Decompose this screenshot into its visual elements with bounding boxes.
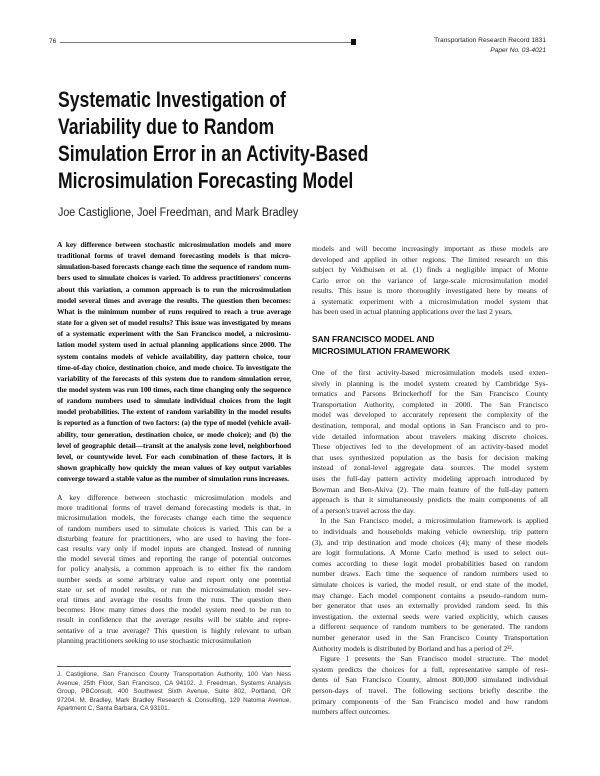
text-line: is reported as a function of two factors: (a) the type of model (vehicle avail- xyxy=(57,418,291,428)
text-line: destination, temporal, and modal options in San Francisco and to pro- xyxy=(312,421,548,430)
text-line: dents of San Francisco County, almost 800,000 simulated individual xyxy=(312,675,548,685)
text-line: vide detailed information about travelers making discrete choices. xyxy=(312,431,548,441)
text-line: has been used in actual planning applications over the last 2 years. xyxy=(312,307,513,316)
text-line: approach is that it simultaneously predicts the main components of all xyxy=(312,495,548,505)
text-line: more traditional forms of travel demand forecasting models is that, in xyxy=(57,503,291,513)
text-line: shown graphically how quickly the mean values of key output variables xyxy=(57,463,291,472)
text-line: model several times and average the results. The question then becomes: xyxy=(57,295,291,305)
section-heading-line: SAN FRANCISCO MODEL AND xyxy=(312,334,435,344)
text-line: Authority models is distributed by Borland and has a period of 2³². xyxy=(312,643,514,653)
text-line: What is the minimum number of runs required to reach a true average xyxy=(57,306,291,316)
journal-name: Transportation Research Record 1831 xyxy=(434,37,546,44)
text-line: simulate choices is varied, the model result, or end state of the model, xyxy=(312,580,548,589)
text-line: Figure 1 presents the San Francisco model structure. The model xyxy=(320,654,548,664)
title-line: Variability due to Random xyxy=(58,114,275,139)
text-line: In the San Francisco model, a microsimulation framework is applied xyxy=(320,516,548,526)
text-line: of a systematic experiment with the San Francisco model, a microsimu- xyxy=(57,329,291,339)
text-line: Transportation Authority, completed in 2000. The San Francisco xyxy=(312,399,548,409)
text-line: level of geographic detail—transit at the analysis zone level, neighborhood xyxy=(57,440,291,450)
text-line: traditional forms of travel demand forecasting models is that micro- xyxy=(57,251,291,261)
text-line: J. Castiglione, San Francisco County Transportation Authority, 100 Van Ness xyxy=(57,671,291,678)
text-line: simulation-based forecasts change each time the sequence of random num- xyxy=(57,262,291,272)
text-line: person-days of travel. The following sections briefly describe the xyxy=(312,686,548,695)
text-line: Group, PBConsult, 400 Southwest Sixth Avenue, Suite 802, Portland, OR xyxy=(57,688,291,696)
text-line: models and will become increasingly important as these models are xyxy=(312,244,548,253)
text-line: about this variation, a common approach is to run the microsimulation xyxy=(57,284,291,294)
text-line: Apartment C, Santa Barbara, CA 93101. xyxy=(57,705,170,713)
text-line: system contains models of vehicle availability, day pattern choice, tour xyxy=(57,351,291,361)
text-line: a different sequence of random numbers to be generated. The random xyxy=(312,622,548,632)
text-line: tematics and Parsons Brinckerhoff for the San Francisco County xyxy=(312,389,548,399)
introduction-continued-text xyxy=(312,244,548,318)
text-line: number seeds at some arbitrary value and report only one potential xyxy=(57,574,291,584)
text-line: of random numbers used to simulate individual choices from the logit xyxy=(57,396,291,406)
title-line: Microsimulation Forecasting Model xyxy=(58,168,354,193)
section-heading xyxy=(312,334,450,357)
text-line: of a person's travel across the day. xyxy=(312,505,416,515)
paper-number: Paper No. 03-4021 xyxy=(490,47,546,54)
text-line: sively in planning is the model system created by Cambridge Sys- xyxy=(312,378,548,388)
text-line: that uses synthesized population as the basis for decision making xyxy=(312,452,548,462)
paper-title xyxy=(58,86,446,194)
text-line: microsimulation models, the forecasts change each time the sequence xyxy=(57,513,291,523)
text-line: to individuals and households making vehicle ownership, trip pattern xyxy=(312,527,548,536)
text-line: becomes: How many times does the model system need to be run to xyxy=(57,605,291,615)
text-line: time-of-day choice, destination choice, and mode choice. To investigate the xyxy=(57,362,291,372)
text-line: disturbing feature for practitioners, who are used to having the fore- xyxy=(57,533,291,543)
text-line: number generator used in the San Francisco County Transportation xyxy=(312,633,548,642)
text-line: a systematic experiment with a microsimulation model system that xyxy=(312,296,548,306)
authors: Joe Castiglione, Joel Freedman, and Mark Bradley xyxy=(58,207,299,219)
text-line: are logit formulations. A Monte Carlo method is used to select out- xyxy=(312,548,548,558)
text-line: comes according to these logit model probabilities based on random xyxy=(312,558,548,568)
title-line: Systematic Investigation of xyxy=(58,87,286,112)
text-line: cast results vary only if model inputs are changed. Instead of running xyxy=(57,544,291,553)
introduction-text xyxy=(57,493,291,646)
text-line: may change. Each model component contains a pseudo–random num- xyxy=(312,590,548,600)
text-line: system predicts the choices for a full, representative sample of resi- xyxy=(312,664,548,674)
text-line: variability of the forecasts of this system due to random simulation error, xyxy=(57,373,291,383)
text-line: numbers affect outcomes. xyxy=(312,707,390,717)
text-line: subject by Veldhuisen et al. (1) finds a negligible impact of Monte xyxy=(312,265,548,274)
text-line: instead of zonal-level aggregate data sources. The model system xyxy=(312,463,548,473)
page-number: 76 xyxy=(49,38,57,45)
section-heading-line: MICROSIMULATION FRAMEWORK xyxy=(312,345,451,356)
text-line: sentative of a true average? This question is highly relevant to urban xyxy=(57,625,291,635)
text-line: Avenue, 25th Floor, San Francisco, CA 94102. J. Freedman, Systems Analysis xyxy=(57,679,291,687)
text-line: number draws. Each time the sequence of random numbers used to xyxy=(312,569,548,579)
text-line: (3), and trip destination and mode choices (4); many of these models xyxy=(312,537,548,547)
text-line: ability, tour generation, destination choice, or mode choice); and (b) the xyxy=(57,429,291,439)
text-line: bers used to simulate choices is varied. To address practitioners' concerns xyxy=(57,273,291,283)
text-line: lation model system used in actual planning applications since 2000. The xyxy=(57,340,291,350)
text-line: A key difference between stochastic microsimulation models and xyxy=(57,493,291,502)
text-line: state for a given set of model results? This issue was investigated by means xyxy=(57,318,291,328)
header-square-marker xyxy=(351,39,356,45)
text-line: primary components of the San Francisco model and how random xyxy=(312,696,548,706)
text-line: the model several times and reporting the range of potential outcomes xyxy=(57,554,291,564)
text-line: model probabilities. The extent of random variability in the model results xyxy=(57,407,291,417)
text-line: One of the first activity-based microsimulation models used exten- xyxy=(312,368,548,377)
section-body-text xyxy=(312,368,548,718)
header-rule xyxy=(60,42,351,43)
text-line: model was developed to accurately represent the complexity of the xyxy=(312,410,548,420)
footnote-rule xyxy=(57,666,291,667)
author-affiliations-footnote xyxy=(57,671,291,714)
text-line: results. This issue is more thoroughly investigated here by means of xyxy=(312,286,548,295)
text-line: 97204. M. Bradley, Mark Bradley Research & Consulting, 129 Natoma Avenue, xyxy=(57,696,291,704)
text-line: planning practitioners seeking to use stochastic microsimulation xyxy=(57,635,252,645)
text-line: converge toward a stable value as the number of simulation runs increases. xyxy=(57,474,289,484)
text-line: of random numbers used to simulate choices is varied. This can be a xyxy=(57,523,291,533)
text-line: A key difference between stochastic microsimulation models and more xyxy=(57,240,291,249)
text-line: level, or countywide level. For each combination of these factors, it is xyxy=(57,451,291,461)
text-line: Bowman and Ben-Akiva (2). The main feature of the full-day pattern xyxy=(312,484,548,494)
text-line: state or set of model results, or run the microsimulation model sev- xyxy=(57,584,291,594)
text-line: result in confidence that the average results will be stable and repre- xyxy=(57,615,291,625)
text-line: These objectives led to the development of an activity-based model xyxy=(312,442,548,452)
text-line: eral times and average the results from the runs. The question then xyxy=(57,595,291,604)
text-line: developed and applied in other regions. The limited research on this xyxy=(312,254,548,264)
text-line: ber generator that uses an externally provided random seed. In this xyxy=(312,601,548,611)
abstract xyxy=(57,240,291,485)
title-line: Simulation Error in an Activity-Based xyxy=(58,141,369,166)
text-line: for policy analysis, a common approach is to either fix the random xyxy=(57,564,291,574)
text-line: Carlo error on the variance of large-scale microsimulation model xyxy=(312,275,548,285)
text-line: the model system was run 100 times, each time changing only the sequence xyxy=(57,384,291,394)
text-line: investigation, the external seeds were varied explicitly, which causes xyxy=(312,611,548,621)
text-line: uses the full-day pattern activity modeling approach introduced by xyxy=(312,474,548,483)
